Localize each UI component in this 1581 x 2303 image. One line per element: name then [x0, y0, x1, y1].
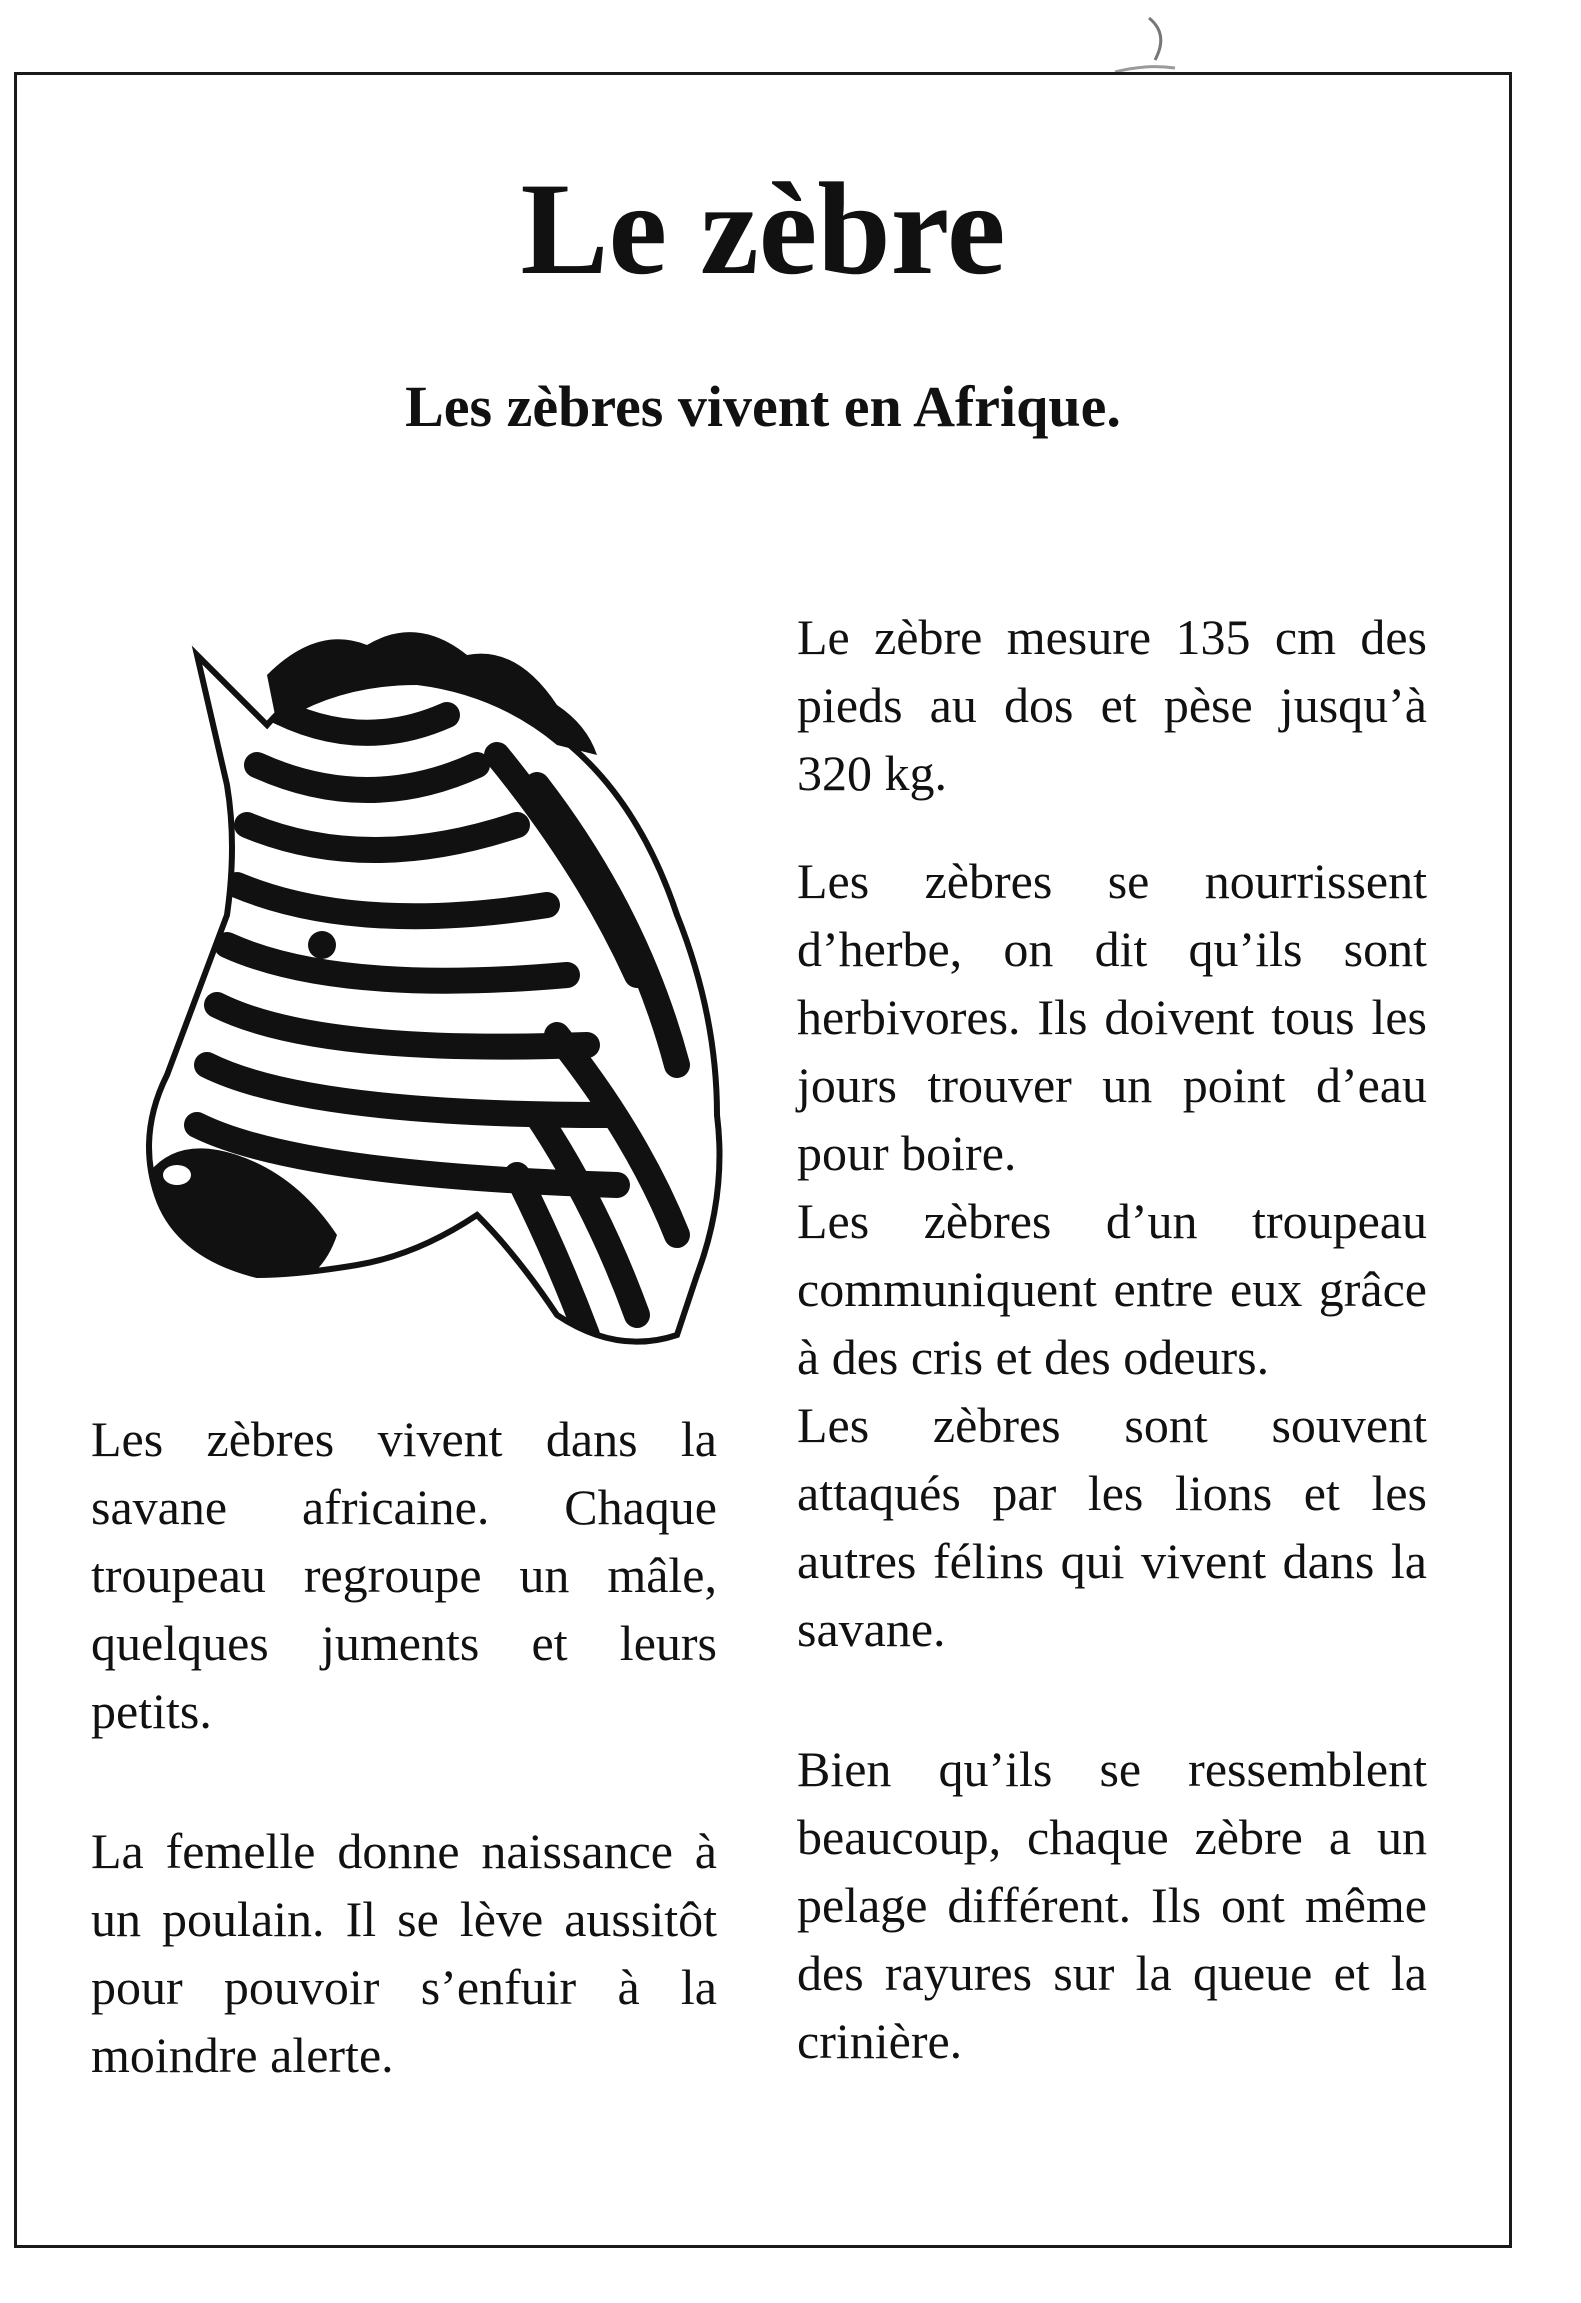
paragraph-communication: Les zèbres d’un troupeau communiquent entre eux grâce à des cris et des odeurs.: [797, 1193, 1427, 1385]
right-text-column: [797, 603, 1427, 2075]
paragraph-size: Le zèbre mesure 135 cm des pieds au dos et pèse jusqu’à 320 kg.: [797, 609, 1427, 801]
zebra-head-illustration: [117, 615, 737, 1375]
paragraph-coat: Bien qu’ils se ressemblent beaucoup, chaque zèbre a un pelage différent. Ils ont même des rayures sur la queue et la crinière.: [797, 1741, 1427, 2069]
paragraph-birth: La femelle donne naissance à un poulain. Il se lève aussitôt pour pouvoir s’enfuir à la moindre alerte.: [91, 1823, 717, 2083]
left-text-column: [91, 1405, 717, 2089]
page-subtitle: Les zèbres vivent en Afrique.: [405, 374, 1121, 439]
worksheet-frame: [14, 72, 1512, 2248]
paragraph-diet: Les zèbres se nourrissent d’herbe, on dit qu’ils sont herbivores. Ils doivent tous les jours trouver un point d’eau pour boire.: [797, 853, 1427, 1181]
paragraph-habitat: Les zèbres vivent dans la savane africaine. Chaque troupeau regroupe un mâle, quelques juments et leurs petits.: [91, 1411, 717, 1739]
paragraph-predators: Les zèbres sont souvent attaqués par les lions et les autres félins qui vivent dans la savane.: [797, 1397, 1427, 1657]
paper-corner-mark: [1105, 14, 1195, 78]
page-title: Le zèbre: [520, 155, 1006, 302]
